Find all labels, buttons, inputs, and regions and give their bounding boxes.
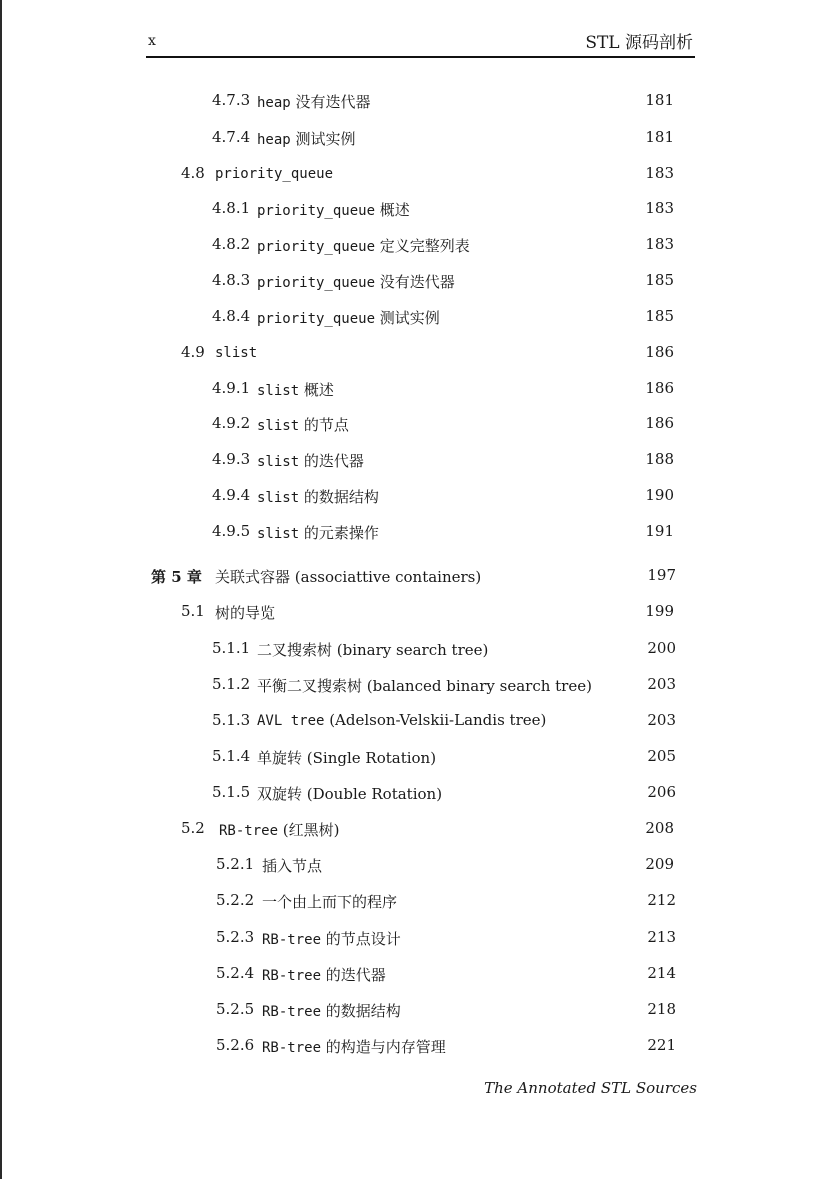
toc-entry[interactable]: [0, 819, 834, 843]
toc-code-term: priority_queue: [257, 275, 376, 291]
toc-number: 第 5 章: [151, 568, 202, 586]
toc-title: [257, 91, 371, 112]
toc-title-text: 概述: [299, 381, 334, 399]
toc-code-term: heap: [257, 95, 291, 111]
toc-number: 5.1.4: [212, 747, 251, 765]
toc-page-number: 218: [647, 1000, 676, 1018]
toc-page-number: 181: [645, 91, 674, 109]
toc-title: [257, 199, 410, 220]
toc-number: 5.2.4: [216, 964, 255, 982]
toc-code-term: RB-tree: [262, 932, 322, 948]
toc-title-text: 二叉搜索树 (binary search tree): [257, 641, 489, 659]
toc-title: [257, 271, 455, 292]
toc-number: 5.1: [181, 602, 205, 620]
toc-number: 4.9.1: [212, 379, 251, 397]
toc-title-text: 的迭代器: [321, 966, 386, 984]
toc-number: 4.8.3: [212, 271, 251, 289]
toc-title-text: 的迭代器: [299, 452, 364, 470]
toc-page-number: 185: [645, 271, 674, 289]
toc-title-text: 插入节点: [262, 857, 323, 875]
toc-title-text: 测试实例: [290, 130, 356, 148]
toc-number: 4.8.1: [212, 199, 251, 217]
toc-page-number: 209: [645, 855, 674, 873]
toc-code-term: slist: [257, 418, 300, 434]
toc-code-term: slist: [257, 490, 300, 506]
toc-code-term: slist: [257, 454, 300, 470]
toc-entry[interactable]: [0, 128, 834, 152]
toc-title-text: 一个由上而下的程序: [262, 893, 398, 911]
toc-code-term: RB-tree: [219, 823, 279, 839]
toc-number: 5.2.2: [216, 891, 255, 909]
toc-title-text: (Adelson-Velskii-Landis tree): [324, 711, 547, 729]
toc-title-text: 的节点设计: [321, 930, 401, 948]
toc-number: 5.1.2: [212, 675, 251, 693]
toc-code-term: heap: [257, 132, 291, 148]
toc-page-number: 221: [647, 1036, 676, 1054]
page-label: x: [148, 33, 156, 49]
toc-entry[interactable]: [0, 486, 834, 510]
toc-entry[interactable]: [0, 747, 834, 771]
toc-entry[interactable]: [0, 164, 834, 188]
toc-entry[interactable]: [0, 1036, 834, 1060]
toc-page-number: 206: [647, 783, 676, 801]
toc-entry[interactable]: [0, 450, 834, 474]
toc-title: [262, 964, 386, 985]
toc-page-number: 203: [647, 711, 676, 729]
toc-number: 5.2.6: [216, 1036, 255, 1054]
toc-number: 4.9.5: [212, 522, 251, 540]
toc-title-text: 测试实例: [375, 309, 440, 327]
toc-title-text: 双旋转 (Double Rotation): [257, 785, 443, 803]
toc-title-text: 的节点: [299, 416, 349, 434]
toc-title-text: 单旋转 (Single Rotation): [257, 749, 437, 767]
toc-page-number: 197: [647, 566, 676, 584]
toc-code-term: priority_queue: [215, 166, 334, 182]
toc-page-number: 214: [647, 964, 676, 982]
toc-number: 4.9: [181, 343, 205, 361]
toc-number: 4.9.3: [212, 450, 251, 468]
toc-number: 4.7.4: [212, 128, 251, 146]
toc-page-number: 185: [645, 307, 674, 325]
toc-title-text: 的数据结构: [321, 1002, 401, 1020]
toc-entry[interactable]: [0, 855, 834, 879]
toc-title: [262, 891, 397, 912]
toc-entry[interactable]: [0, 639, 834, 663]
toc-page-number: 213: [647, 928, 676, 946]
toc-page-number: 188: [645, 450, 674, 468]
toc-page-number: 208: [645, 819, 674, 837]
toc-title: [257, 379, 334, 400]
toc-code-term: RB-tree: [262, 968, 322, 984]
toc-code-term: slist: [257, 383, 300, 399]
toc-number: 5.2: [181, 819, 205, 837]
toc-number: 4.7.3: [212, 91, 251, 109]
toc-page-number: 205: [647, 747, 676, 765]
toc-number: 5.1.3: [212, 711, 251, 729]
toc-title: [257, 450, 364, 471]
footer-text: The Annotated STL Sources: [484, 1079, 697, 1097]
toc-entry[interactable]: [0, 379, 834, 403]
toc-number: 5.2.3: [216, 928, 255, 946]
toc-entry[interactable]: [0, 675, 834, 699]
toc-title: [215, 164, 333, 182]
toc-number: 4.9.4: [212, 486, 251, 504]
toc-entry[interactable]: [0, 1000, 834, 1024]
toc-page-number: 212: [647, 891, 676, 909]
toc-title: [257, 307, 440, 328]
toc-title-text: 没有迭代器: [290, 93, 371, 111]
toc-code-term: priority_queue: [257, 239, 376, 255]
toc-title: [262, 1036, 446, 1057]
toc-title: [262, 928, 401, 949]
toc-title-text: 概述: [375, 201, 410, 219]
toc-code-term: RB-tree: [262, 1040, 322, 1056]
toc-title: [257, 486, 379, 507]
toc-title: [219, 819, 340, 840]
toc-title: [215, 343, 257, 361]
toc-page-number: 186: [645, 414, 674, 432]
toc-page-number: 191: [645, 522, 674, 540]
toc-entry[interactable]: [0, 928, 834, 952]
toc-number: 5.2.1: [216, 855, 255, 873]
toc-number: 5.1.1: [212, 639, 251, 657]
toc-page-number: 203: [647, 675, 676, 693]
toc-title-text: 树的导览: [215, 604, 276, 622]
toc-number: 4.8.2: [212, 235, 251, 253]
toc-title-text: (红黑树): [278, 821, 340, 839]
toc-entry[interactable]: [0, 199, 834, 223]
toc-page-number: 200: [647, 639, 676, 657]
toc-number: 5.2.5: [216, 1000, 255, 1018]
toc-entry[interactable]: [0, 522, 834, 546]
toc-entry[interactable]: [0, 566, 834, 590]
toc-entry[interactable]: [0, 271, 834, 295]
toc-title-text: 的元素操作: [299, 524, 379, 542]
toc-page-number: 199: [645, 602, 674, 620]
toc-page-number: 183: [645, 199, 674, 217]
toc-entry[interactable]: [0, 343, 834, 367]
toc-code-term: priority_queue: [257, 203, 376, 219]
toc-title-text: 关联式容器 (associattive containers): [215, 568, 482, 586]
book-title: STL 源码剖析: [585, 33, 693, 53]
toc-title-text: 的数据结构: [299, 488, 379, 506]
toc-entry[interactable]: [0, 783, 834, 807]
toc-entry[interactable]: [0, 307, 834, 331]
toc-title: [257, 783, 442, 804]
toc-number: 4.9.2: [212, 414, 251, 432]
toc-number: 4.8.4: [212, 307, 251, 325]
toc-entry[interactable]: [0, 964, 834, 988]
toc-page-number: 181: [645, 128, 674, 146]
toc-title: [257, 128, 356, 149]
toc-number: 5.1.5: [212, 783, 251, 801]
toc-entry[interactable]: [0, 602, 834, 626]
toc-entry[interactable]: [0, 711, 834, 735]
toc-page-number: 183: [645, 235, 674, 253]
toc-page-number: 186: [645, 343, 674, 361]
toc-title: [257, 711, 546, 729]
toc-title: [262, 855, 322, 876]
toc-title: [215, 602, 275, 623]
toc-title-text: 的构造与内存管理: [321, 1038, 446, 1056]
toc-title: [257, 522, 379, 543]
toc-code-term: slist: [215, 345, 258, 361]
toc-page-number: 190: [645, 486, 674, 504]
toc-number: 4.8: [181, 164, 205, 182]
toc-code-term: slist: [257, 526, 300, 542]
toc-code-term: RB-tree: [262, 1004, 322, 1020]
toc-code-term: AVL tree: [257, 713, 325, 729]
toc-code-term: priority_queue: [257, 311, 376, 327]
toc-entry[interactable]: [0, 891, 834, 915]
toc-title: [257, 414, 349, 435]
toc-entry[interactable]: [0, 91, 834, 115]
toc-title-text: 没有迭代器: [375, 273, 455, 291]
toc-entry[interactable]: [0, 414, 834, 438]
toc-title-text: 定义完整列表: [375, 237, 470, 255]
toc-title: [257, 747, 436, 768]
toc-title: [257, 639, 488, 660]
toc-entry[interactable]: [0, 235, 834, 259]
toc-title: [257, 675, 592, 696]
toc-title-text: 平衡二叉搜索树 (balanced binary search tree): [257, 677, 592, 695]
toc-title: [257, 235, 470, 256]
toc-title: [215, 566, 481, 587]
toc-title: [262, 1000, 401, 1021]
toc-page-number: 183: [645, 164, 674, 182]
toc-page-number: 186: [645, 379, 674, 397]
